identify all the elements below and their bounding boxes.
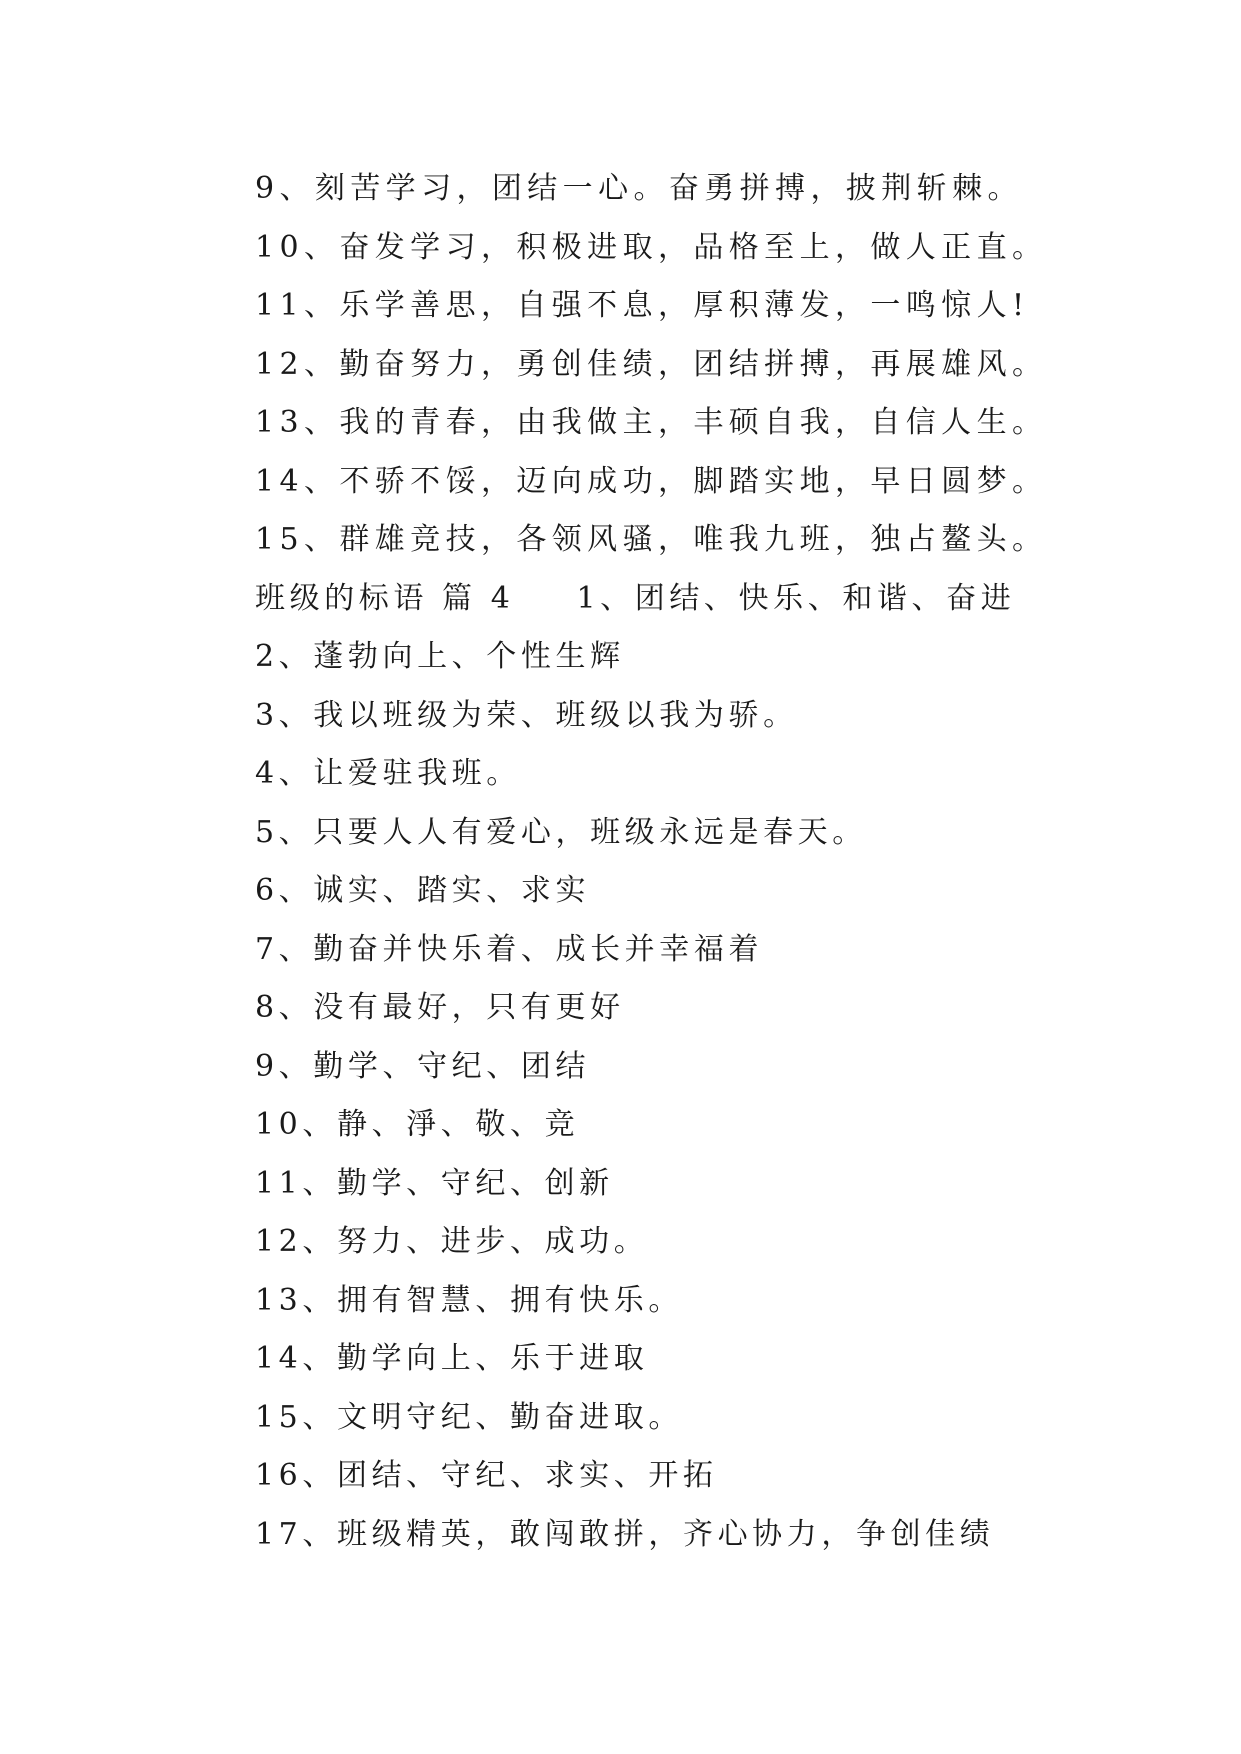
text-line: 14、勤学向上、乐于进取 [255, 1341, 649, 1376]
text-line: 4、让爱驻我班。 [255, 756, 521, 791]
text-line: 6、诚实、踏实、求实 [255, 873, 591, 908]
text-line: 11、勤学、守纪、创新 [255, 1165, 614, 1201]
text-line: 17、班级精英，敢闯敢拼，齐心协力，争创佳绩 [255, 1516, 995, 1552]
text-line: 3、我以班级为荣、班级以我为骄。 [255, 697, 798, 733]
text-line: 1、团结、快乐、和谐、奋进 [576, 580, 1016, 616]
text-line: 15、文明守纪、勤奋进取。 [255, 1399, 683, 1435]
text-line: 5、只要人人有爱心，班级永远是春天。 [255, 814, 867, 850]
section-part-label: 篇 4 [442, 580, 515, 616]
document-body [255, 160, 1048, 1564]
text-line: 9、勤学、守纪、团结 [255, 1048, 591, 1084]
text-line: 15、群雄竞技，各领风骚，唯我九班，独占鳌头。 [255, 522, 1048, 557]
text-line: 14、不骄不馁，迈向成功，脚踏实地，早日圆梦。 [255, 463, 1048, 499]
text-line: 13、拥有智慧、拥有快乐。 [255, 1282, 683, 1318]
text-line: 16、团结、守纪、求实、开拓 [255, 1458, 718, 1493]
text-line: 10、静、淨、敬、竞 [255, 1107, 580, 1142]
text-line: 13、我的青春，由我做主，丰硕自我，自信人生。 [255, 405, 1048, 440]
text-line: 9、刻苦学习，团结一心。奋勇拼搏，披荆斩棘。 [255, 171, 1023, 206]
text-line: 11、乐学善思，自强不息，厚积薄发，一鸣惊人! [255, 288, 1030, 323]
text-line: 12、努力、进步、成功。 [255, 1224, 649, 1259]
text-line: 2、蓬勃向上、个性生辉 [255, 639, 625, 674]
text-line: 8、没有最好，只有更好 [255, 990, 625, 1025]
section-heading-line [255, 570, 1015, 629]
text-line: 7、勤奋并快乐着、成长并幸福着 [255, 931, 764, 967]
text-line: 12、勤奋努力，勇创佳绩，团结拼搏，再展雄风。 [255, 346, 1048, 382]
section-title: 班级的标语 [255, 580, 428, 616]
text-line: 10、奋发学习，积极进取，品格至上，做人正直。 [255, 229, 1048, 265]
